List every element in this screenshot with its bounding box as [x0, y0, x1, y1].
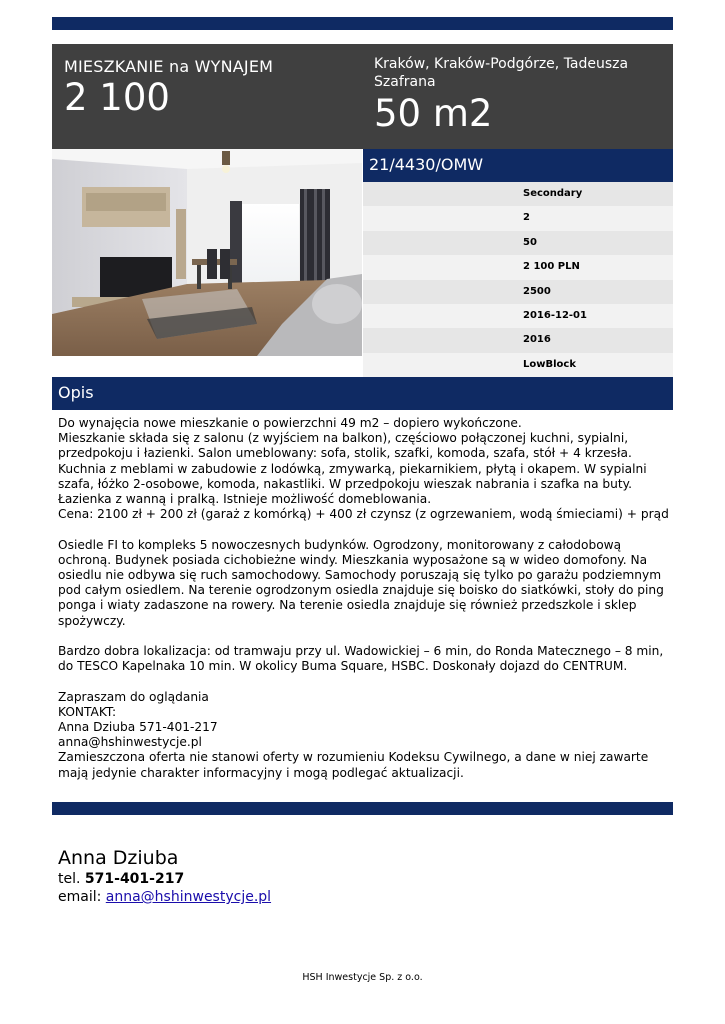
detail-row — [363, 231, 673, 255]
detail-value: 2016-12-01 — [523, 309, 587, 321]
area: 50 m2 — [374, 92, 493, 135]
contact-block — [58, 846, 271, 906]
phone-number: 571-401-217 — [84, 871, 185, 887]
detail-value: LowBlock — [523, 358, 576, 370]
description-text: Do wynajęcia nowe mieszkanie o powierzchni 49 m2 – dopiero wykończone. Mieszkanie składa się z salonu (z wyjściem na balkon), częściowo połączonej kuchni, sypialni, przedpokoju i łazienki. Salon umeblowany: sofa, stolik, szafki, komoda, szafa, stół + 4 krzesła. Kuchnia z meblami w zabudowie z lodówką, zmywarką, piekarnikiem, płytą i okapem. W sypialni szafa, łóżko 2-osobowe, komoda, nakastliki. W przedpokoju wieszak nabrania i szafka na buty. Łazienka z wanną i pralką. Istnieje możliwość domeblowania. Cena: 2100 zł + 200 zł (garaż z komórką) + 400 zł czynsz (z ogrzewaniem, wodą śmieciami) + prąd Osiedle FI to kompleks 5 nowoczesnych budynków. Ogrodzony, monitorowany z całodobową ochroną. Budynek posiada cichobieżne windy. Mieszkania wyposażone są w wideo domofony. Na osiedlu nie odbywa się ruch samochodowy. Samochody poruszają się tylko po garażu podziemnym pod całym osiedlem. Na terenie ogrodzonym osiedla znajduje się boisko do siatkówki, stoły do ping ponga i wiaty zadaszone na rowery. Na terenie osiedla znajduje się również przedszkole i sklep spożywczy. Bardzo dobra lokalizacja: od tramwaju przy ul. Wadowickiej – 6 min, do Ronda Matecznego – 8 min, do TESCO Kapelnaka 10 min. W okolicy Buma Square, HSBC. Doskonały dojazd do CENTRUM. Zapraszam do oglądania KONTAKT: Anna Dziuba 571-401-217 anna@hshinwestycje.pl Zamieszczona oferta nie stanowi oferty w rozumieniu Kodeksu Cywilnego, a dane w niej zawarte mają jedynie charakter informacyjny i mogą podlegać aktualizacji. — [58, 416, 669, 780]
detail-value: 2016 — [523, 334, 551, 346]
detail-value: 2 100 PLN — [523, 261, 580, 273]
detail-value: 50 — [523, 236, 537, 248]
company-name: HSH Inwestycje Sp. z o.o. — [302, 972, 423, 983]
reference-box — [363, 149, 673, 182]
apartment-photo — [52, 149, 362, 356]
email-label: email: — [58, 889, 102, 905]
description-header — [52, 377, 673, 410]
description-title: Opis — [58, 383, 94, 402]
reference-number: 21/4430/OMW — [369, 155, 484, 174]
email-link[interactable]: anna@hshinwestycje.pl — [105, 889, 272, 905]
detail-row — [363, 353, 673, 377]
details-table — [363, 182, 673, 377]
top-accent-bar — [52, 17, 673, 30]
detail-row — [363, 255, 673, 279]
contact-phone-line — [58, 870, 271, 888]
bottom-accent-bar — [52, 802, 673, 815]
listing-header — [52, 44, 673, 149]
detail-row — [363, 206, 673, 230]
phone-label: tel. — [58, 871, 81, 887]
detail-row — [363, 304, 673, 328]
detail-value: Secondary — [523, 188, 583, 199]
listing-type: MIESZKANIE na WYNAJEM — [64, 57, 274, 76]
location: Kraków, Kraków-Podgórze, Tadeusza Szafrana — [374, 56, 629, 90]
detail-row — [363, 280, 673, 304]
contact-email-line — [58, 888, 271, 906]
price: 2 100 — [64, 76, 170, 119]
contact-name: Anna Dziuba — [58, 847, 179, 869]
detail-value: 2500 — [523, 285, 551, 297]
detail-row — [363, 328, 673, 352]
detail-value: 2 — [523, 212, 530, 224]
detail-row — [363, 182, 673, 206]
